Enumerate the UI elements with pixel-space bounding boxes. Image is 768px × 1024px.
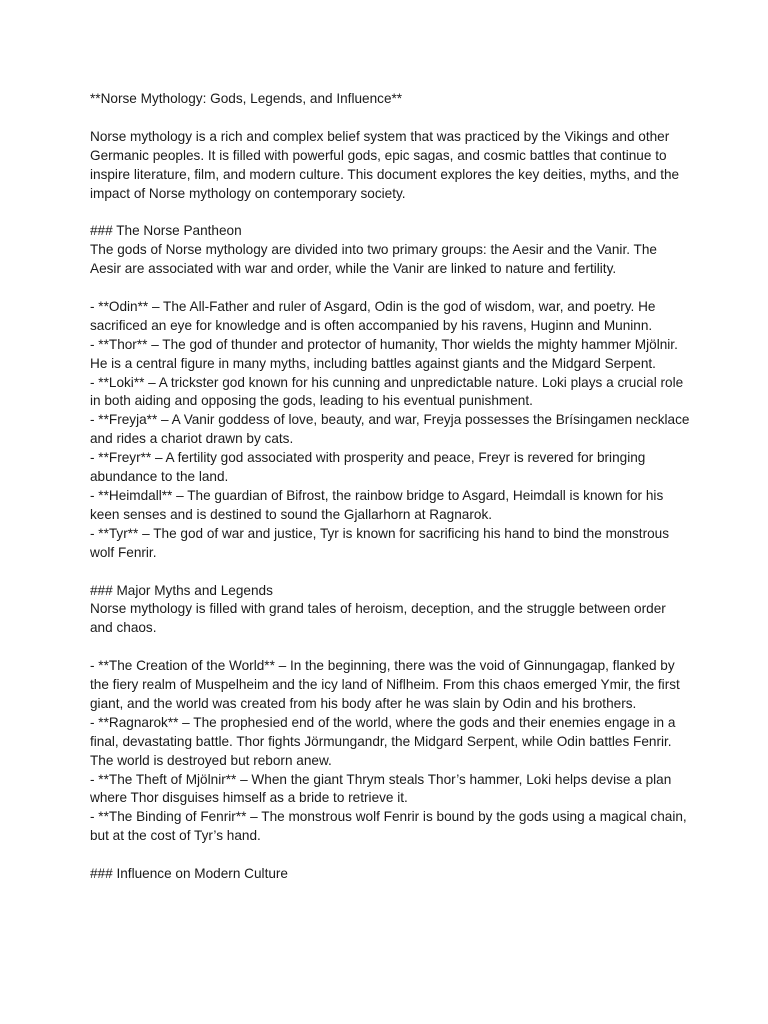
list-item-creation: - **The Creation of the World** – In the beginning, there was the void of Ginnungagap, flanked by the fiery realm of Muspelheim and the icy land of Niflheim. From this chaos emerged Ymir, the first giant, and the world was created from his body after he was slain by Odin and his brothers. [90,658,684,711]
document-page [90,90,694,884]
list-item-binding-of-fenrir: - **The Binding of Fenrir** – The monstrous wolf Fenrir is bound by the gods using a magical chain, but at the cost of Tyr’s hand. [90,809,691,844]
section-heading-myths: ### Major Myths and Legends [90,582,273,598]
list-item-ragnarok: - **Ragnarok** – The prophesied end of the world, where the gods and their enemies engage in a final, devastating battle. Thor fights Jörmungandr, the Midgard Serpent, while Odin battles Fenrir. The world is destroyed but reborn anew. [90,714,680,768]
list-item-tyr: - **Tyr** – The god of war and justice, Tyr is known for sacrificing his hand to bind the monstrous wolf Fenrir. [90,525,673,560]
spacer [90,279,690,298]
pantheon-intro: The gods of Norse mythology are divided into two primary groups: the Aesir and the Vanir. The Aesir are associated with war and order, while the Vanir are linked to nature and fertility. [90,242,660,277]
list-item-heimdall: - **Heimdall** – The guardian of Bifrost, the rainbow bridge to Asgard, Heimdall is known for his keen senses and is destined to sound the Gjallarhorn at Ragnarok. [90,487,668,522]
list-item-freyja: - **Freyja** – A Vanir goddess of love, beauty, and war, Freyja possesses the Brísingamen necklace and rides a chariot drawn by cats. [90,412,694,447]
intro-paragraph: Norse mythology is a rich and complex belief system that was practiced by the Vikings and other Germanic peoples. It is filled with powerful gods, epic sagas, and cosmic battles that continue to inspire literature, film, and modern culture. This document explores the key deities, myths, and the impact of Norse mythology on contemporary society. [90,128,683,201]
spacer [90,563,690,582]
section-heading-pantheon: ### The Norse Pantheon [90,223,242,239]
list-item-freyr: - **Freyr** – A fertility god associated with prosperity and peace, Freyr is revered for bringing abundance to the land. [90,450,650,485]
list-item-thor: - **Thor** – The god of thunder and protector of humanity, Thor wields the mighty hammer Mjölnir. He is a central figure in many myths, including battles against giants and the Midgard Serpent. [90,336,682,371]
section-heading-influence: ### Influence on Modern Culture [90,866,288,882]
spacer [90,638,690,657]
myths-intro: Norse mythology is filled with grand tales of heroism, deception, and the struggle between order and chaos. [90,601,670,636]
spacer [90,846,690,865]
spacer [90,109,690,128]
list-item-odin: - **Odin** – The All-Father and ruler of Asgard, Odin is the god of wisdom, war, and poetry. He sacrificed an eye for knowledge and is often accompanied by his ravens, Huginn and Muninn. [90,298,660,333]
document-title: **Norse Mythology: Gods, Legends, and Influence** [90,91,403,106]
list-item-theft-of-mjolnir: - **The Theft of Mjölnir** – When the giant Thrym steals Thor’s hammer, Loki helps devise a plan where Thor disguises himself as a bride to retrieve it. [90,771,676,806]
spacer [90,203,690,222]
list-item-loki: - **Loki** – A trickster god known for his cunning and unpredictable nature. Loki plays a crucial role in both aiding and opposing the gods, leading to his eventual punishment. [90,374,687,409]
